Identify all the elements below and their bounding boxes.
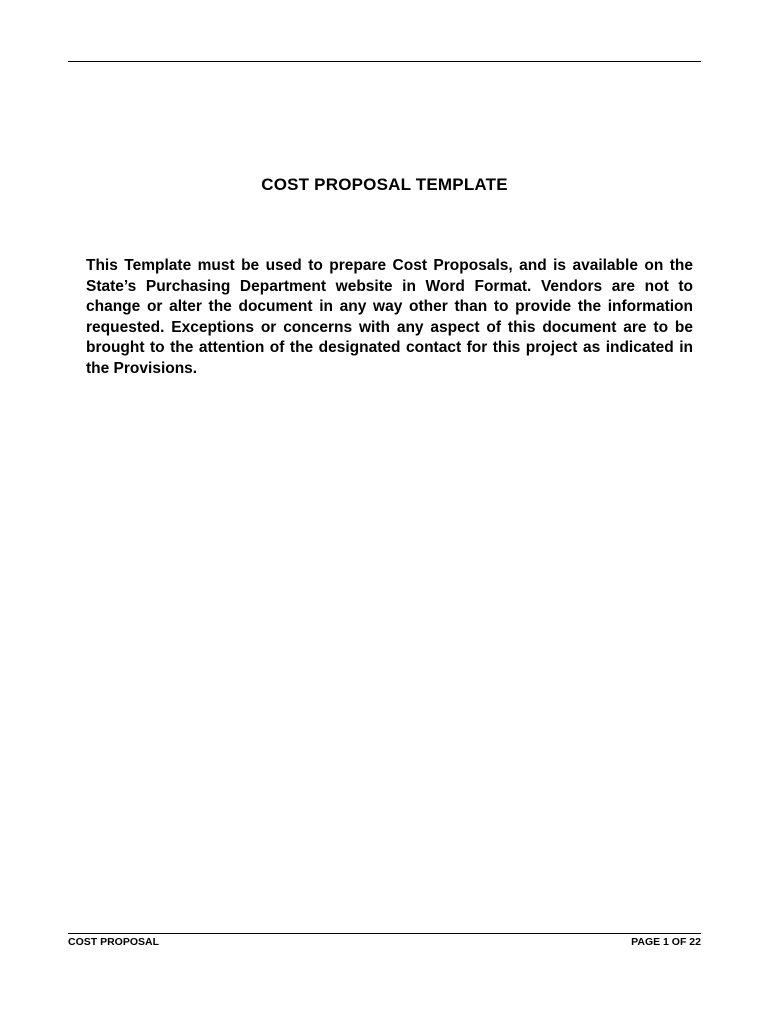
footer-document-label: COST PROPOSAL bbox=[68, 936, 160, 948]
page-title: COST PROPOSAL TEMPLATE bbox=[261, 175, 508, 194]
footer-page-number: PAGE 1 OF 22 bbox=[631, 936, 701, 948]
footer-divider bbox=[68, 933, 701, 934]
header-divider bbox=[68, 61, 701, 62]
intro-paragraph: This Template must be used to prepare Cost Proposals, and is available on the State’s Purchasing Department website in Word Format. Vendors are not to change or alter the document in any way other than to provide the information requested. Exceptions or concerns with any aspect of this document are to be brought to the attention of the designated contact for this project as indicated in the Provisions. bbox=[86, 257, 693, 377]
